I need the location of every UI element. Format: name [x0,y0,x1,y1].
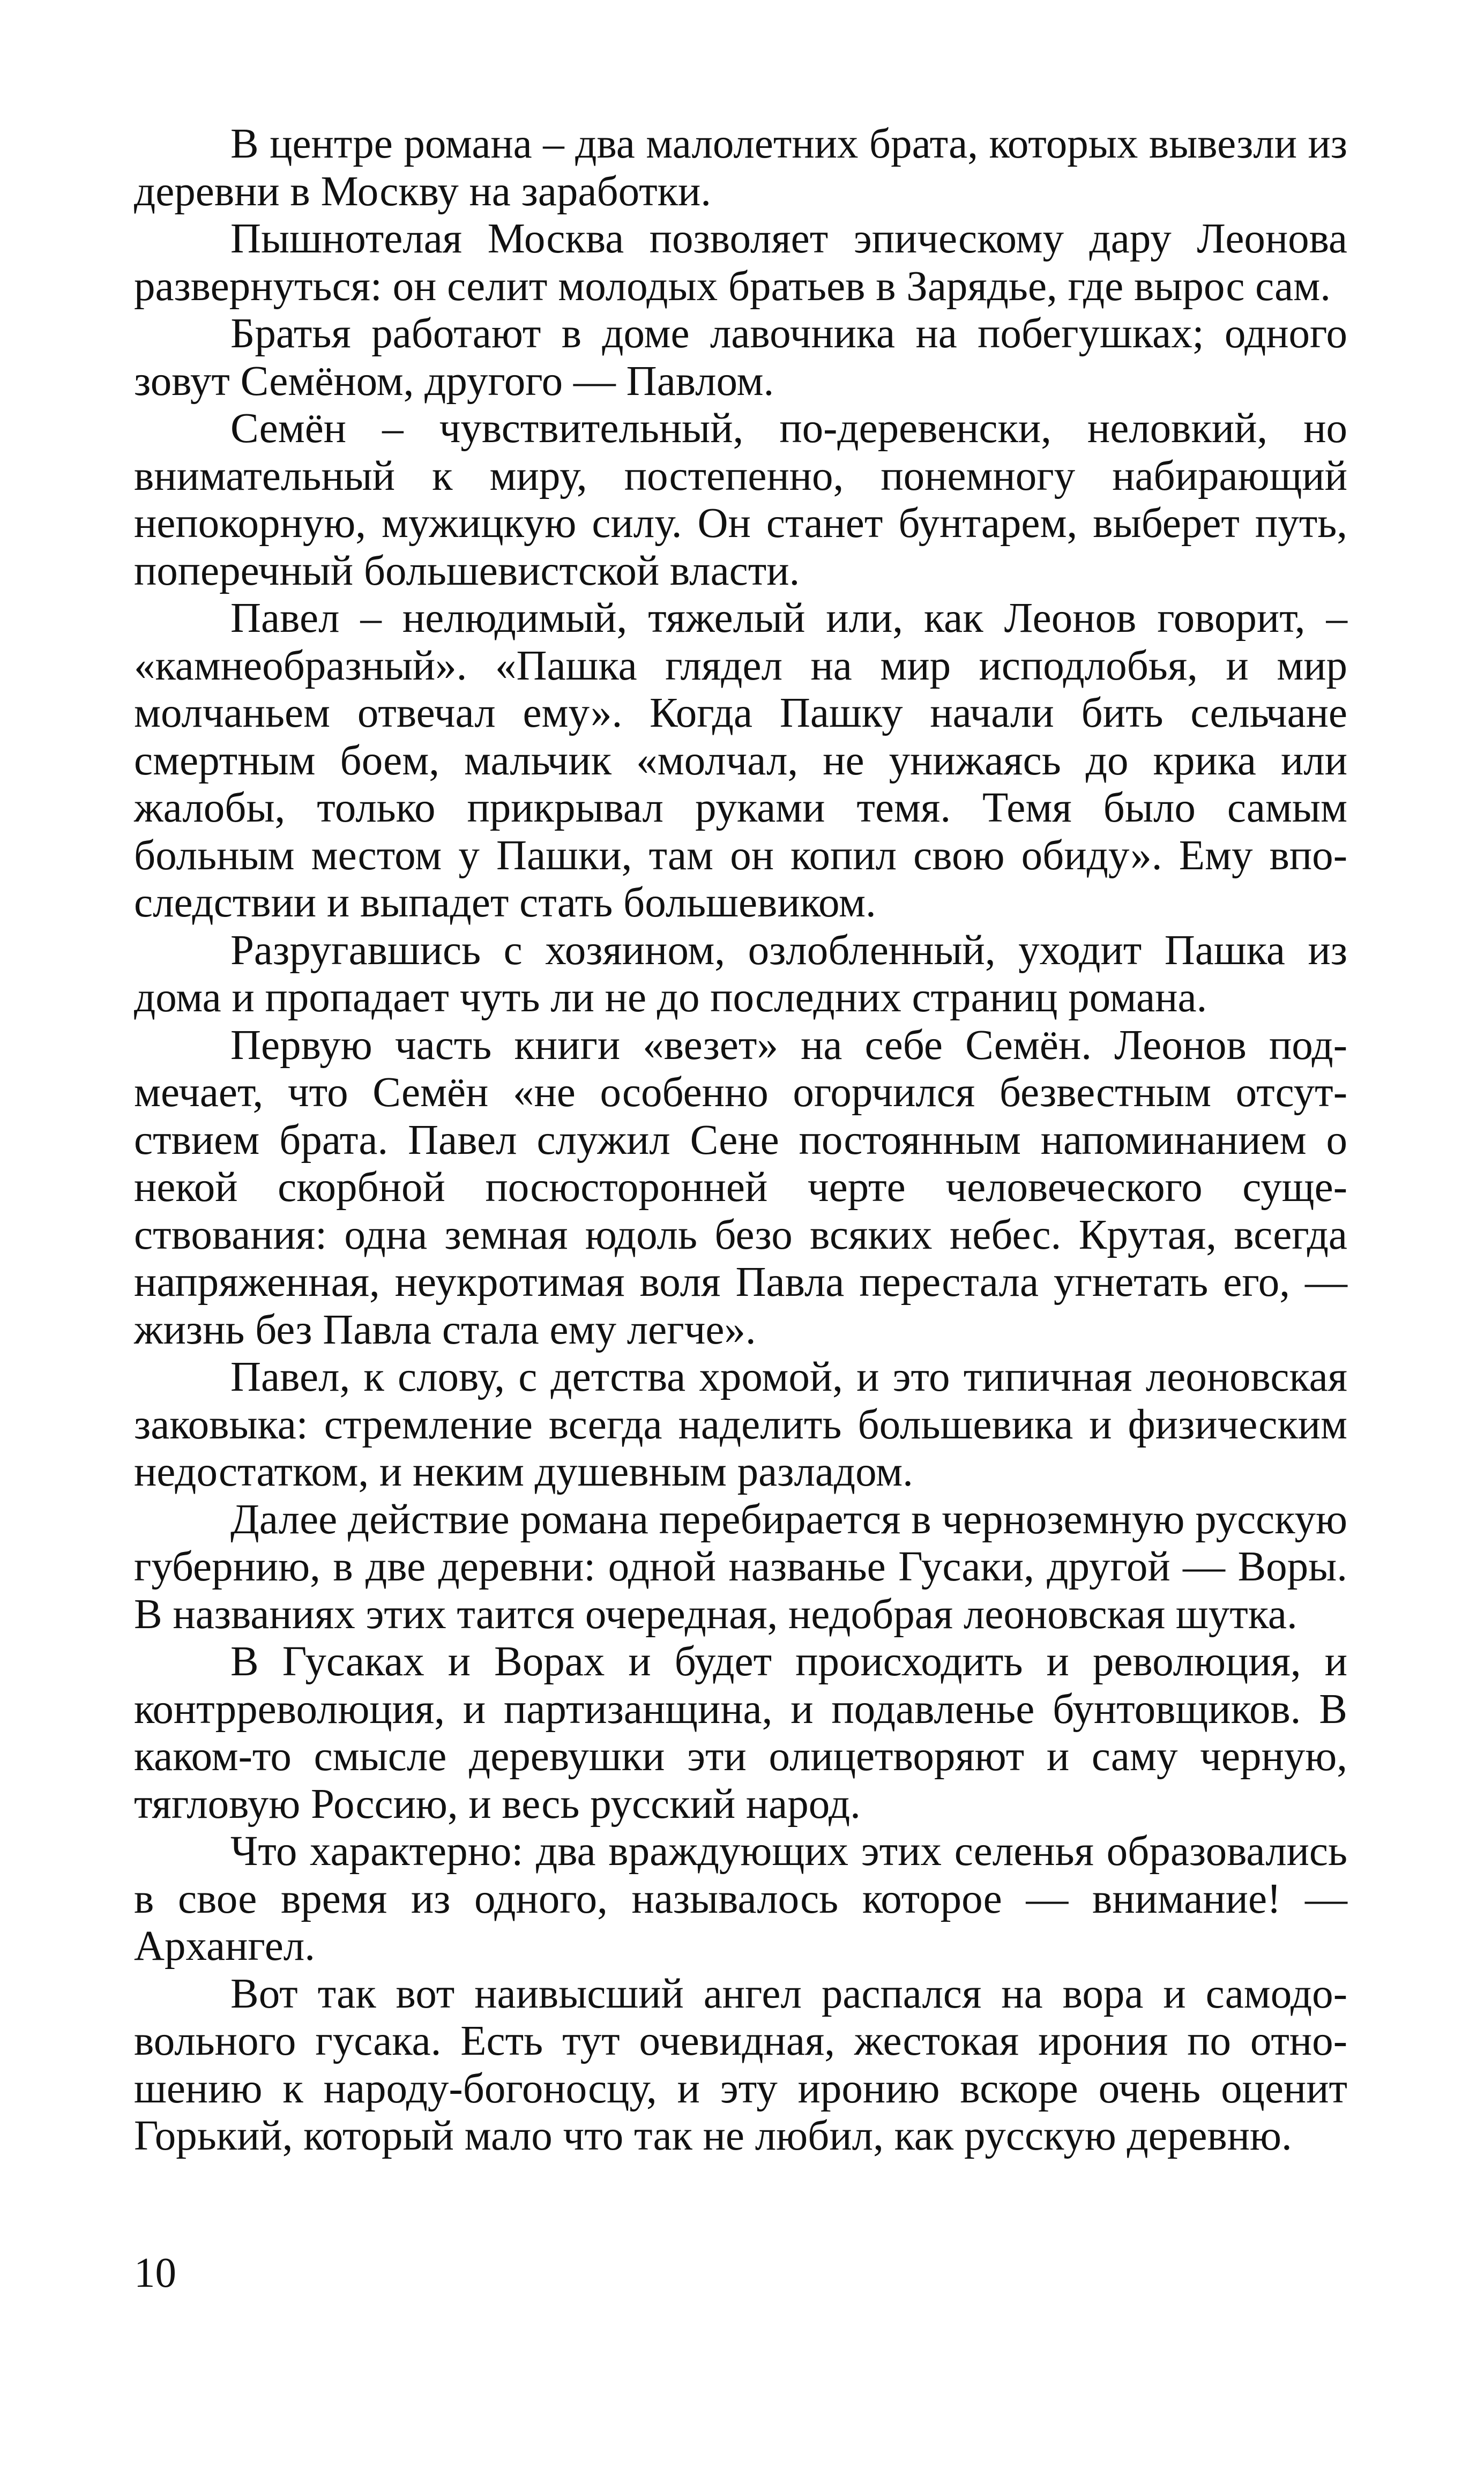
paragraph: Братья работают в доме лавочника на побегушках; одного зовут Семёном, другого — Павлом. [134,310,1347,405]
paragraph: Разругавшись с хозяином, озлобленный, уходит Пашка из дома и пропадает чуть ли не до последних страниц романа. [134,927,1347,1021]
paragraph: Пышнотелая Москва позволяет эпическому дару Леонова развернуться: он селит молодых братьев в Зарядье, где вырос сам. [134,215,1347,310]
paragraph: Что характерно: два враждующих этих селенья образовались в свое время из одного, называлось которое — внимание! — Архангел. [134,1828,1347,1970]
paragraph: Далее действие романа перебирается в черноземную русскую губернию, в две деревни: одной названье Гусаки, другой — Воры. В названиях этих таится очередная, недобрая леоновская шутка. [134,1496,1348,1638]
paragraph: Первую часть книги «везет» на себе Семён. Леонов подмечает, что Семён «не особенно огорчился безвестным отсутствием брата. Павел служил Сене постоянным напоминанием о некой скорбной посюсторонней черте человеческого существования: одна земная юдоль безо всяких небес. Крутая, всегда напряженная, неукротимая воля Павла перестала угнетать его, — жизнь без Павла стала ему легче». [134,1021,1347,1353]
body-text [134,121,1347,2160]
paragraph: Семён – чувствительный, по-деревенски, неловкий, но внимательный к миру, постепенно, понемногу набирающий непокорную, мужицкую силу. Он станет бунтарем, выберет путь, поперечный большевистской власти. [134,405,1347,594]
paragraph: Павел, к слову, с детства хромой, и это типичная леоновская заковыка: стремление всегда наделить большевика и физическим недостатком, и неким душевным разладом. [134,1354,1347,1495]
paragraph: В центре романа – два малолетних брата, которых вывезли из деревни в Москву на заработки. [134,121,1347,215]
paragraph: В Гусаках и Ворах и будет происходить и революция, и контрреволюция, и партизанщина, и подавленье бунтовщиков. В каком-то смысле деревушки эти олицетворяют и саму черную, тягловую Россию, и весь русский народ. [134,1638,1347,1827]
paragraph: Вот так вот наивысший ангел распался на вора и самодовольного гусака. Есть тут очевидная, жестокая ирония по отношению к народу-богоносцу, и эту иронию вскоре очень оценит Горький, который мало что так не любил, как русскую деревню. [134,1970,1347,2159]
paragraph: Павел – нелюдимый, тяжелый или, как Леонов говорит, – «камнеобразный». «Пашка глядел на мир исподлобья, и мир молчаньем отвечал ему». Когда Пашку начали бить сельчане смертным боем, мальчик «молчал, не унижаясь до крика или жалобы, только прикрывал руками темя. Темя было самым больным местом у Пашки, там он копил свою обиду». Ему впоследствии и выпадет стать большевиком. [134,595,1347,926]
page-number: 10 [134,2250,176,2296]
